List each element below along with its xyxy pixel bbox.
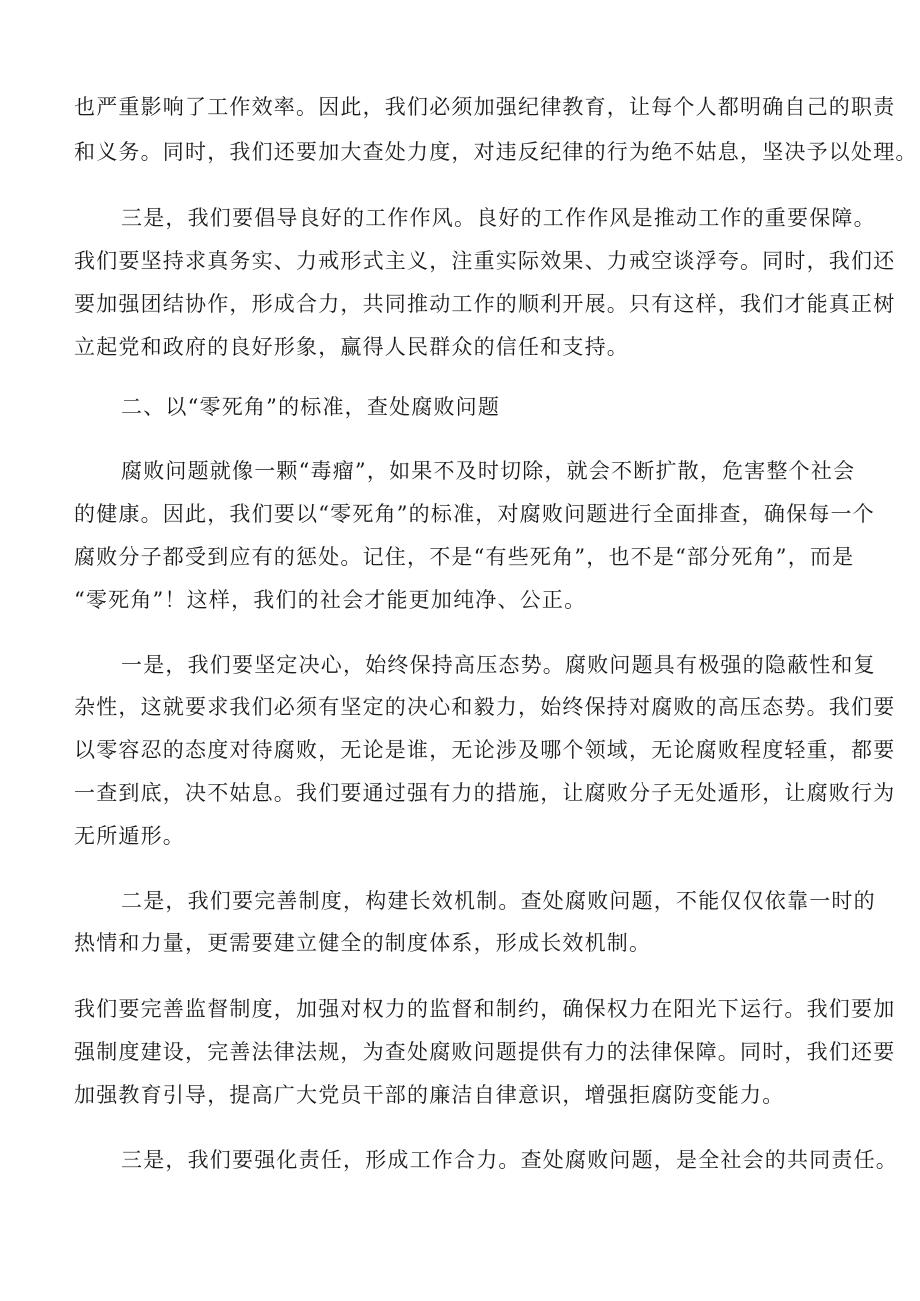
paragraph-start-line: 三是，我们要倡导良好的工作作风。良好的工作作风是推动工作的重要保障。 — [121, 206, 876, 230]
text-line: 腐败分子都受到应有的惩处。记住，不是“有些死角”，也不是“部分死角”，而是 — [74, 545, 855, 569]
text-line: 和义务。同时，我们还要加大查处力度，对违反纪律的行为绝不姑息，坚决予以处理。 — [74, 140, 918, 164]
text-line: 一查到底，决不姑息。我们要通过强有力的措施，让腐败分子无处遁形，让腐败行为 — [74, 781, 896, 805]
text-line: 的健康。因此，我们要以“零死角”的标准，对腐败问题进行全面排查，确保每一个 — [74, 502, 875, 526]
paragraph-start-line: 我们要完善监督制度，加强对权力的监督和制约，确保权力在阳光下运行。我们要加 — [74, 997, 896, 1021]
text-line: 热情和力量，更需要建立健全的制度体系，形成长效机制。 — [74, 931, 652, 955]
text-line: 也严重影响了工作效率。因此，我们必须加强纪律教育，让每个人都明确自己的职责 — [74, 95, 896, 119]
text-line: 我们要坚持求真务实、力戒形式主义，注重实际效果、力戒空谈浮夸。同时，我们还 — [74, 249, 896, 273]
paragraph-start-line: 腐败问题就像一颗“毒瘤”，如果不及时切除，就会不断扩散，危害整个社会 — [121, 459, 856, 483]
text-line: 杂性，这就要求我们必须有坚定的决心和毅力，始终保持对腐败的高压态势。我们要 — [74, 695, 896, 719]
paragraph-start-line: 三是，我们要强化责任，形成工作合力。查处腐败问题，是全社会的共同责任。 — [121, 1148, 898, 1172]
text-line: “零死角”！这样，我们的社会才能更加纯净、公正。 — [74, 588, 587, 612]
text-line: 无所遁形。 — [74, 824, 185, 848]
text-line: 强制度建设，完善法律法规，为查处腐败问题提供有力的法律保障。同时，我们还要 — [74, 1040, 896, 1064]
text-line: 以零容忍的态度对待腐败，无论是谁，无论涉及哪个领域，无论腐败程度轻重，都要 — [74, 738, 896, 762]
paragraph-start-line: 一是，我们要坚定决心，始终保持高压态势。腐败问题具有极强的隐蔽性和复 — [121, 653, 876, 677]
paragraph-start-line: 二是，我们要完善制度，构建长效机制。查处腐败问题，不能仅仅依靠一时的 — [121, 889, 876, 913]
text-line: 加强教育引导，提高广大党员干部的廉洁自律意识，增强拒腐防变能力。 — [74, 1083, 785, 1107]
text-line: 要加强团结协作，形成合力，共同推动工作的顺利开展。只有这样，我们才能真正树 — [74, 292, 896, 316]
section-heading: 二、以“零死角”的标准，查处腐败问题 — [121, 395, 501, 419]
text-line: 立起党和政府的良好形象，赢得人民群众的信任和支持。 — [74, 335, 629, 359]
